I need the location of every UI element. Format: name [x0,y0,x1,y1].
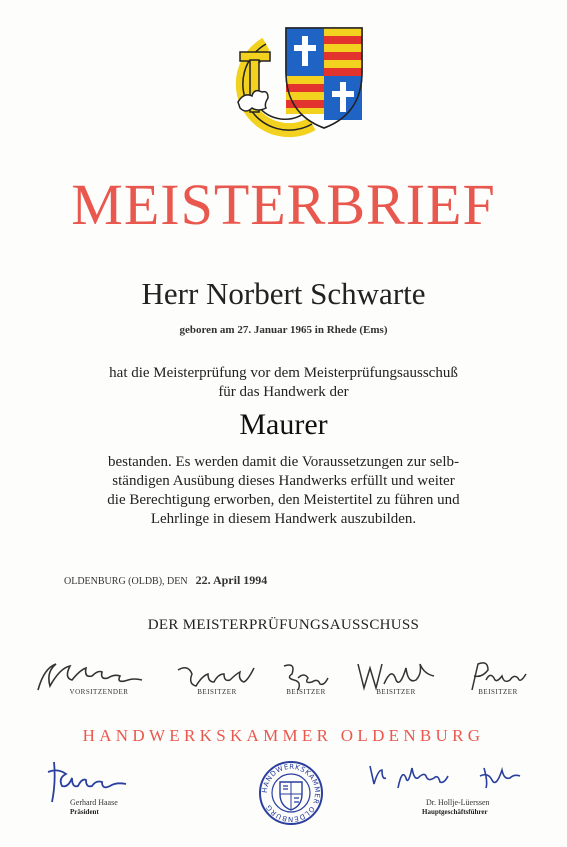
signature-role: VORSITZENDER [69,688,129,696]
manager-title: Hauptgeschäftsführer [422,808,488,816]
manager-name: Dr. Hollje-Lüerssen [426,798,490,807]
passed-line: für das Handwerk der [218,384,349,400]
body-line: Lehrlinge in diesem Handwerk auszubilden. [150,511,417,527]
place-date [64,573,267,588]
body-line: ständigen Ausübung dieses Handwerks erfüllt und weiter [112,473,455,489]
recipient-name: Herr Norbert Schwarte [141,276,426,311]
signature-role: BEISITZER [478,688,518,696]
birth-info: geboren am 27. Januar 1965 in Rhede (Ems) [179,324,388,336]
body-line: bestanden. Es werden damit die Voraussetzungen zur selb- [107,454,459,470]
committee-heading: DER MEISTERPRÜFUNGSAUSSCHUSS [147,617,420,633]
signature-assessor-3 [354,656,438,696]
trade-name: Maurer [239,408,328,441]
signature-assessor-2 [276,656,336,696]
chamber-emblem-icon [208,22,368,140]
handwritten-signature-icon [368,758,548,802]
president-name: Gerhard Haase [70,798,118,807]
signature-role: BEISITZER [286,688,326,696]
manager-signature-block [368,758,548,828]
certificate-body [0,453,567,529]
chamber-seal-icon [258,760,324,826]
president-signature-block [44,758,154,828]
issue-date: 22. April 1994 [195,573,268,587]
signature-assessor-1 [172,656,262,696]
passed-line: hat die Meisterprüfung vor dem Meisterprüfungsausschuß [109,365,458,381]
certificate-title: MEISTERBRIEF [71,172,496,237]
signature-role: BEISITZER [376,688,416,696]
body-line: die Berechtigung erworben, den Meistertitel zu führen und [107,492,460,508]
chamber-name: HANDWERKSKAMMER OLDENBURG [82,726,485,745]
signature-role: BEISITZER [197,688,237,696]
signature-chairman [34,656,164,696]
signature-assessor-4 [462,656,534,696]
place: OLDENBURG (OLDB), DEN [64,576,188,587]
passed-statement [0,364,567,402]
seal-text: HANDWERKSKAMMER OLDENBURG [260,762,322,824]
president-title: Präsident [70,808,99,816]
